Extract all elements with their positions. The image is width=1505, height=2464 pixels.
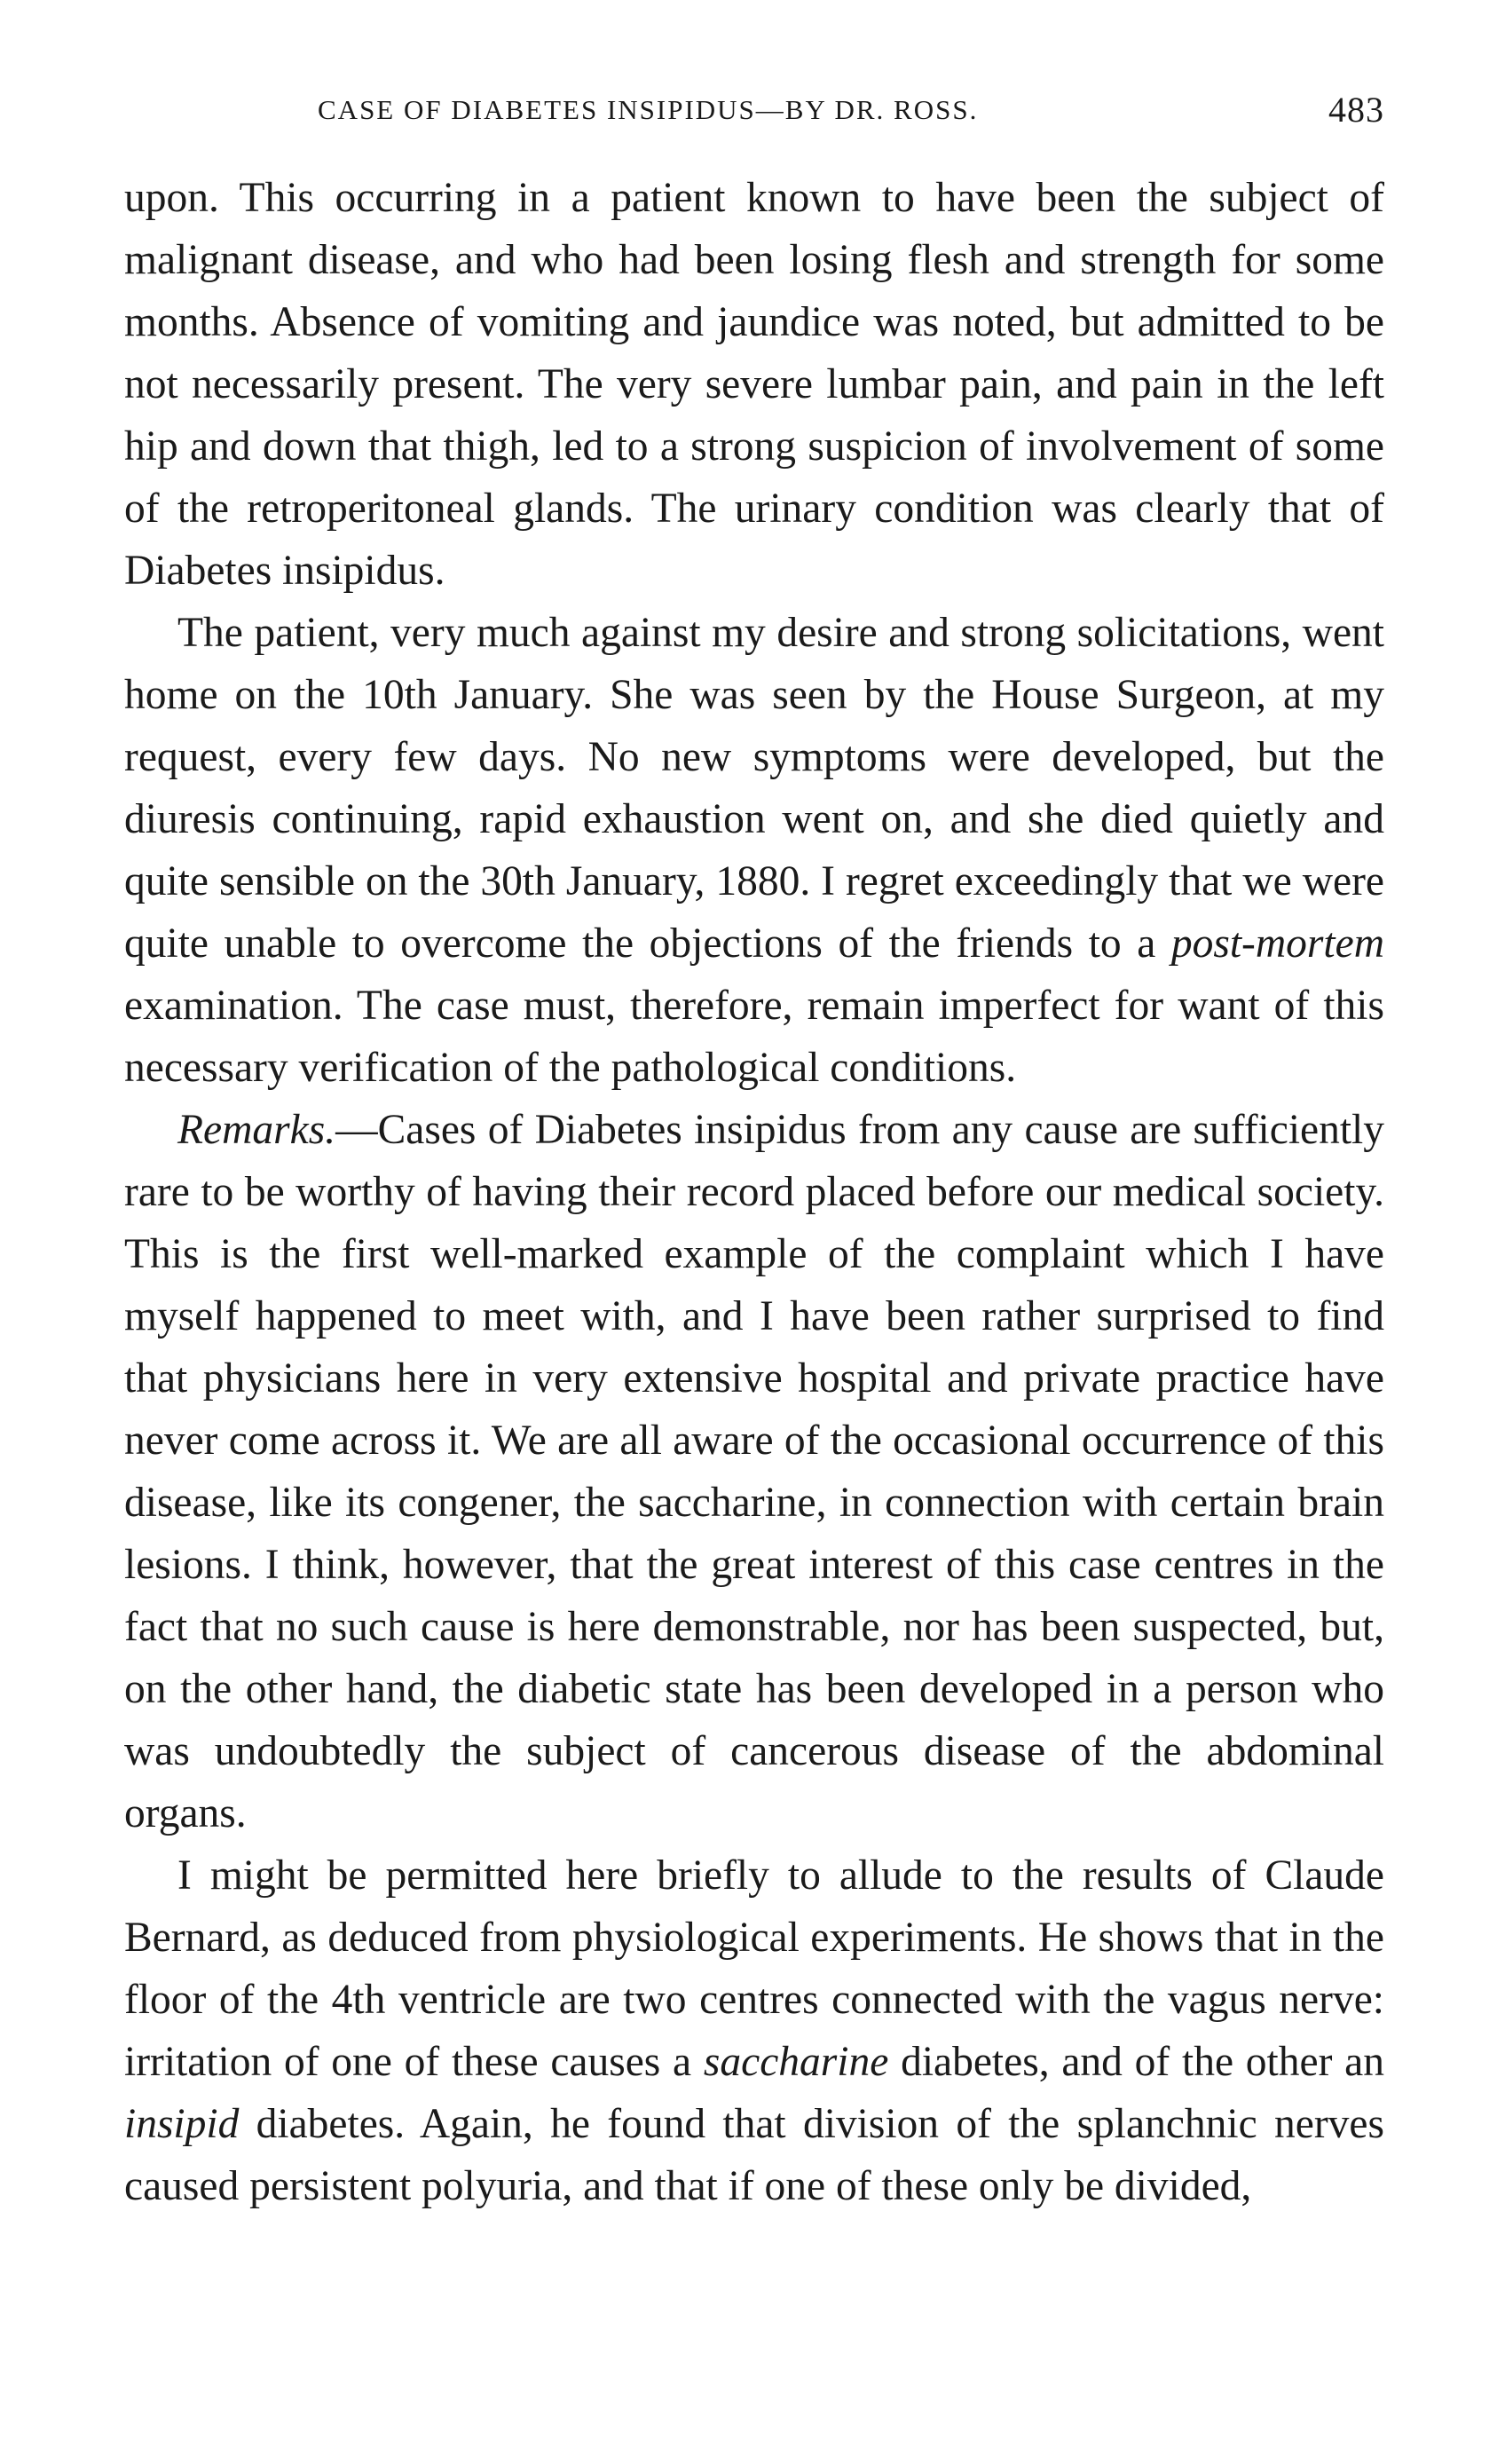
paragraph-patient-outcome: [124, 602, 1384, 1099]
page-number: 483: [1328, 90, 1384, 130]
paragraph-text: I might be permitted here briefly to allude to the results of Claude Bernard, as deduced from physiological experiments. He shows that in the floor of the 4th ventricle are two centres connected with the vagus nerve: irritation of one of these causes a: [124, 1852, 1384, 2085]
paragraph-text: —Cases of Diabetes insipidus from any cause are sufficiently rare to be worthy of having their record placed before our medical society. This is the first well-marked example of the complaint which I have myself happened to meet with, and I have been rather surprised to find that physicians here in very extensive hospital and private practice have never come across it. We are all aware of the occasional occurrence of this disease, like its congener, the saccharine, in connection with certain brain lesions. I think, however, that the great interest of this case centres in the fact that no such cause is here demonstrable, nor has been suspected, but, on the other hand, the diabetic state has been developed in a person who was undoubtedly the subject of cancerous disease of the abdominal organs.: [124, 1107, 1384, 1836]
running-title: CASE OF DIABETES INSIPIDUS—BY DR. ROSS.: [318, 94, 979, 125]
italic-term: insipid: [124, 2101, 240, 2147]
paragraph-text: diabetes. Again, he found that division of the splanchnic nerves caused persistent polyuria, and that if one of these only be divided,: [124, 2101, 1384, 2209]
book-page: [124, 89, 1384, 2217]
paragraph-text: upon. This occurring in a patient known to have been the subject of malignant disease, and who had been losing flesh and strength for some months. Absence of vomiting and jaundice was noted, but admitted to be not necessarily present. The very severe lumbar pain, and pain in the left hip and down that thigh, led to a strong suspicion of involvement of some of the retroperitoneal glands. The urinary condition was clearly that of Diabetes insipidus.: [124, 175, 1384, 594]
section-lead: Remarks.: [177, 1107, 336, 1153]
running-head: [124, 89, 1384, 142]
paragraph-bernard: [124, 1844, 1384, 2217]
paragraph-text: The patient, very much against my desire and strong solicitations, went home on the 10th January. She was seen by the House Surgeon, at my request, every few days. No new symptoms were developed, but the diuresis continuing, rapid exhaustion went on, and she died quietly and quite sensible on the 30th January, 1880. I regret exceedingly that we were quite unable to overcome the objections of the friends to a: [124, 610, 1384, 967]
paragraph-text: examination. The case must, therefore, remain imperfect for want of this necessary verification of the pathological conditions.: [124, 983, 1384, 1091]
body-text: [124, 167, 1384, 2217]
italic-term: post-mortem: [1170, 920, 1384, 967]
paragraph-continuation: [124, 167, 1384, 602]
paragraph-remarks: [124, 1099, 1384, 1844]
paragraph-text: diabetes, and of the other an: [888, 2039, 1384, 2085]
italic-term: saccharine: [703, 2039, 889, 2085]
